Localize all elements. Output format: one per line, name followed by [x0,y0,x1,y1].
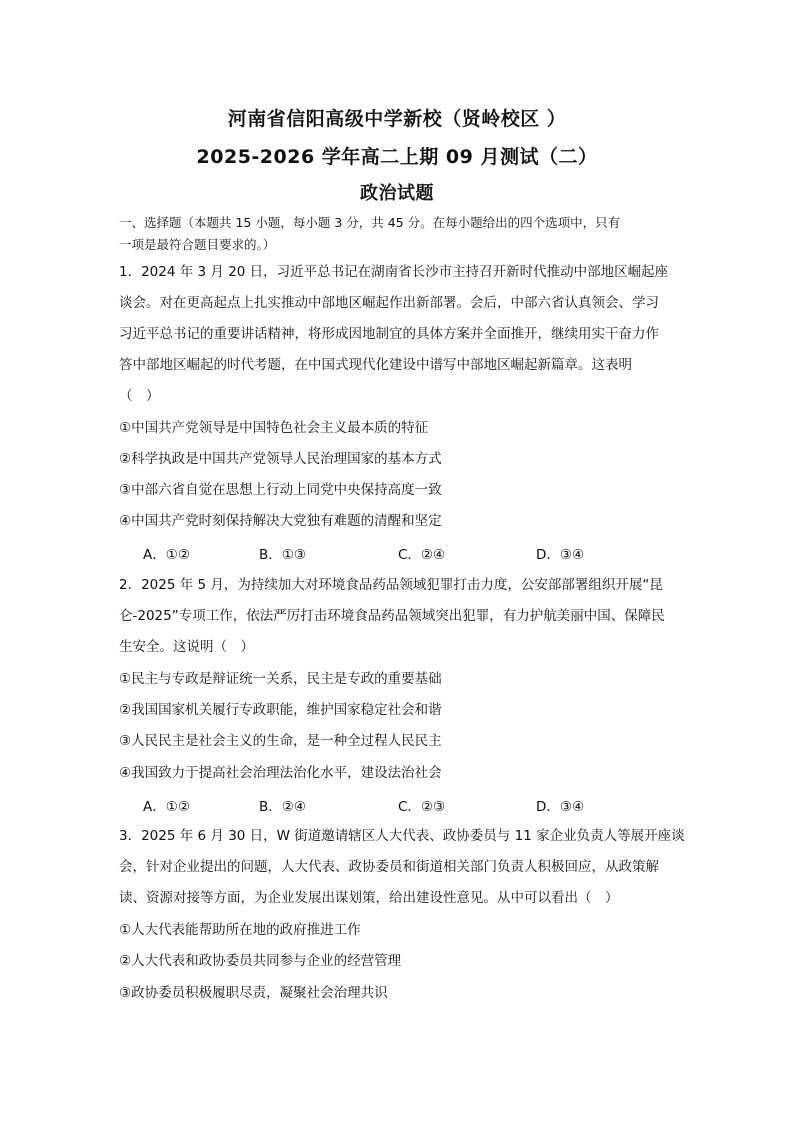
q1-option-3: ③中部六省自觉在思想上行动上同党中央保持高度一致 [119,482,442,498]
subject-title: 政治试题 [360,183,434,204]
q1-choice-c: C．②④ [398,547,446,563]
q1-choice-b: B．①③ [259,547,306,563]
q3-option-2: ②人大代表和政协委员共同参与企业的经营管理 [119,953,402,969]
q2-option-2: ②我国国家机关履行专政职能，维护国家稳定社会和谐 [119,702,442,718]
q3-option-3: ③政协委员积极履职尽责，凝聚社会治理共识 [119,985,388,1001]
q2-stem-line-2: 仑-2025”专项工作，依法严厉打击环境食品药品领域突出犯罪，有力护航美丽中国、保障民 [119,608,665,624]
q1-option-2: ②科学执政是中国共产党领导人民治理国家的基本方式 [119,451,442,467]
q1-answer-bracket: （ ） [119,388,160,404]
q2-choice-b: B．②④ [259,799,306,815]
q2-option-4: ④我国致力于提高社会治理法治化水平，建设法治社会 [119,765,442,781]
school-title: 河南省信阳高级中学新校（贤岭校区 ） [227,108,567,130]
section-instructions-line-1: 一、选择题（本题共 15 小题，每小题 3 分，共 45 分。在每小题给出的四个选项中，只有 [119,215,621,230]
q1-stem-line-3: 习近平总书记的重要讲话精神，将形成因地制宜的具体方案并全面推开，继续用实干奋力作 [119,326,659,342]
q2-option-3: ③人民民主是社会主义的生命，是一种全过程人民民主 [119,733,442,749]
q2-choice-d: D．③④ [536,799,585,815]
q2-option-1: ①民主与专政是辩证统一关系，民主是专政的重要基础 [119,671,442,687]
q1-stem-line-2: 谈会。对在更高起点上扎实推动中部地区崛起作出新部署。会后，中部六省认真领会、学习 [119,295,659,311]
section-instructions-line-2: 一项是最符合题目要求的。） [119,237,276,252]
q2-choice-a: A．①② [143,799,190,815]
q1-choice-d: D．③④ [536,547,585,563]
q1-stem-line-4: 答中部地区崛起的时代考题，在中国式现代化建设中谱写中部地区崛起新篇章。这表明 [119,357,632,373]
q2-stem-line-3: 生安全。这说明（ ） [119,639,254,655]
q3-option-1: ①人大代表能帮助所在地的政府推进工作 [119,922,361,938]
q2-stem-line-1: 2．2025 年 5 月，为持续加大对环境食品药品领域犯罪打击力度，公安部部署组织开展“昆 [119,577,663,593]
q3-stem-line-2: 会，针对企业提出的问题，人大代表、政协委员和街道相关部门负责人积极回应，从政策解 [119,859,659,875]
q2-choice-c: C．②③ [398,799,446,815]
q1-choice-a: A．①② [143,547,190,563]
q1-choices [143,543,663,561]
q3-stem-line-3: 读、资源对接等方面，为企业发展出谋划策，给出建设性意见。从中可以看出（ ） [119,890,619,906]
q1-stem-line-1: 1．2024 年 3 月 20 日，习近平总书记在湖南省长沙市主持召开新时代推动中部地区崛起座 [119,264,669,280]
q3-stem-line-1: 3．2025 年 6 月 30 日，W 街道邀请辖区人大代表、政协委员与 11 家企业负责人等展开座谈 [119,828,685,844]
q1-option-1: ①中国共产党领导是中国特色社会主义最本质的特征 [119,420,429,436]
exam-title: 2025-2026 学年高二上期 09 月测试（二） [196,146,598,168]
q2-choices [143,795,663,813]
q1-option-4: ④中国共产党时刻保持解决大党独有难题的清醒和坚定 [119,513,442,529]
